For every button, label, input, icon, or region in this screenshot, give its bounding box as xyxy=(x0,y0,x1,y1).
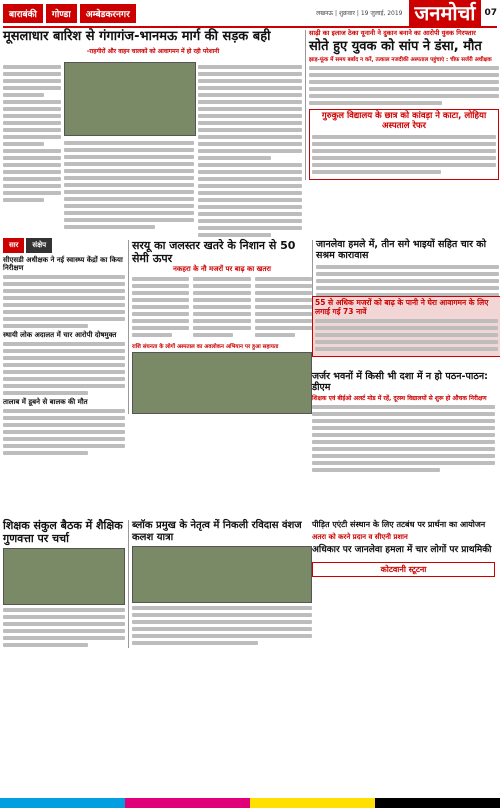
section-tab-ambedkarnagar: अम्बेडकरनगर xyxy=(80,4,136,23)
briefs-column xyxy=(3,238,125,458)
gurukul-headline: गुरुकुल विद्यालय के छात्र को कांवड़ा ने काटा, लोहिया अस्पताल रेफर xyxy=(321,111,487,132)
page-number: 07 xyxy=(484,8,497,18)
bottom-story-3 xyxy=(312,520,495,577)
section-tab-gonda: गोण्डा xyxy=(46,4,77,23)
assault-verdict-headline: जानलेवा हमले में, तीन सगे भाइयों सहित चार को सश्रम कारावास xyxy=(316,239,487,261)
photo-caption: राशि संघनता के लोगों अस्पताल का अवलोकन अभियान पर हुआ सहायता xyxy=(132,344,279,351)
flood-story xyxy=(128,240,312,414)
masthead xyxy=(3,0,497,28)
bottom-headline-1: शिक्षक संकुल बैठक में शैक्षिक गुणवत्ता पर चर्चा xyxy=(3,519,123,545)
meeting-photo xyxy=(3,548,125,605)
brief-headline-1: सीएसडी अधीक्षक ने नई स्वास्थ्य केंद्रों का किया निरीक्षण xyxy=(3,256,123,273)
bottom-headline-2: ब्लॉक प्रमुख के नेतृत्व में निकली रविदास वंशज कलश यात्रा xyxy=(132,520,302,543)
ad-box xyxy=(312,562,495,577)
schools-story xyxy=(312,372,495,475)
flood-subhead: नकहरा के नौ मजरों पर बाढ़ का खतरा xyxy=(172,265,271,274)
lead-body-col3 xyxy=(64,138,194,232)
right-top-stories xyxy=(305,30,499,180)
section-tab-barabanki: बाराबंकी xyxy=(3,4,43,23)
bottom-headline-4: अधिकार पर जानलेवा हमला में चार लोगों पर प्राथमिकी xyxy=(312,545,492,556)
brief-headline-2: स्थायी लोक अदालत में चार आरोपी दोषमुक्त xyxy=(3,331,117,340)
gurukul-box xyxy=(309,109,499,180)
brief-label: सार xyxy=(3,238,24,253)
lead-headline: मूसलाधार बारिश से गंगागंज-भानमऊ मार्ग की सड़क बही xyxy=(3,29,271,44)
brief-headline-3: तालाब में डूबने से बालक की मौत xyxy=(3,398,88,407)
kicker-arrest: साढ़ी का इलाज ठेका यूनानी ने दुकान बनाने का आरोपी युवक गिरफ्तार xyxy=(309,29,476,37)
procession-photo xyxy=(132,546,312,603)
lead-photo xyxy=(64,62,196,136)
lead-body-col xyxy=(3,62,61,205)
schools-subhead: शिक्षक एवं बीईओ अलर्ट मोड में रहें, दूरस्थ विद्यालयों से शुरू हो औचक निरीक्षण xyxy=(312,394,487,402)
flood-photo xyxy=(132,352,312,414)
bottom-story-2 xyxy=(128,520,312,648)
schools-headline: जर्जर भवनों में किसी भी दशा में न हो पठन-पाठन: डीएम xyxy=(312,371,488,393)
water-story xyxy=(312,296,500,357)
bottom-kicker: अतरा को करने प्रदान व सीएनी प्रशान xyxy=(312,533,408,542)
lead-story xyxy=(3,30,303,55)
bottom-story-1 xyxy=(3,520,125,650)
water-headline: 55 से अधिक मजरों को बाढ़ के पानी ने घेरा आवागमन के लिए लगाई गई 73 नावें xyxy=(315,298,489,316)
ad-title: कोटवानी स्टूटना xyxy=(380,564,427,574)
newspaper-logo: जनमोर्चा xyxy=(409,0,482,26)
lead-subhead: -राहगीरों और वाहन चालकों को आवागमन में हो रही परेशानी xyxy=(86,47,220,55)
snakebite-subhead: झाड़-फूंक में समय बर्बाद न करें, तत्काल नजदीकी अस्पताल पहुंचाएं : चीफ़ सर्जरी अधीक्षक xyxy=(309,57,492,64)
lead-body-col2 xyxy=(198,62,302,240)
bottom-headline-3: पीड़ित एएंटी संस्थान के लिए तटबंध पर प्रार्थना का आयोजन xyxy=(312,520,486,529)
flood-headline: सरयू का जलस्तर खतरे के निशान से 50 सेमी ऊपर xyxy=(132,239,296,265)
dateline: लखनऊ | शुक्रवार | 19 जुलाई, 2019 xyxy=(316,10,403,17)
snakebite-headline: सोते हुए युवक को सांप ने डंसा, मौत xyxy=(309,39,482,55)
color-registration-strip xyxy=(0,798,500,808)
brief-label2: संक्षेप xyxy=(26,238,52,253)
